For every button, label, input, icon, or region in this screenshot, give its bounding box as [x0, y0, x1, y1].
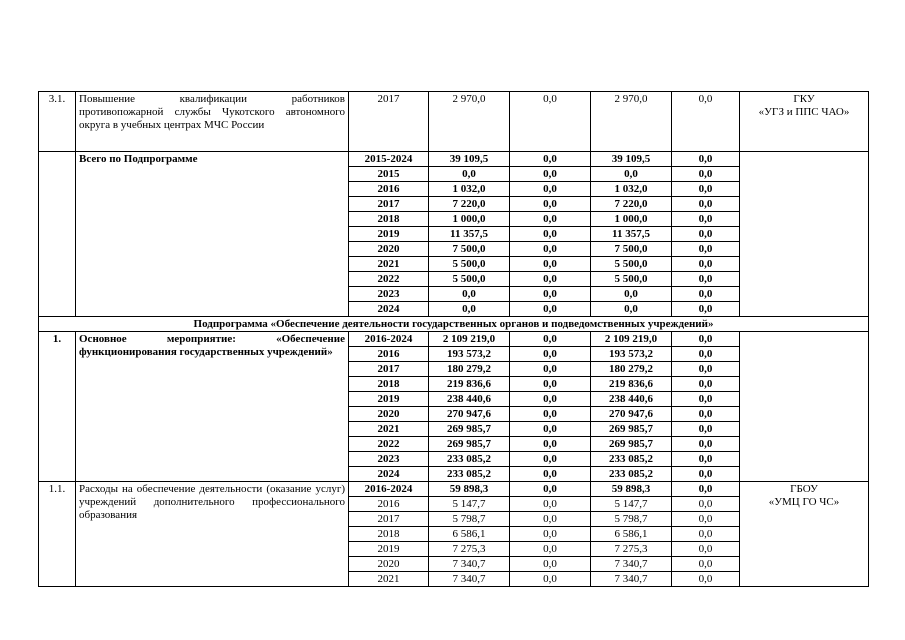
- federal-value-cell: 0,0: [510, 152, 591, 167]
- regional-value-cell: 7 275,3: [591, 542, 672, 557]
- executor-cell: [740, 152, 869, 317]
- total-value-cell: 7 340,7: [429, 572, 510, 587]
- year-cell: 2017: [349, 512, 429, 527]
- other-value-cell: 0,0: [672, 347, 740, 362]
- federal-value-cell: 0,0: [510, 452, 591, 467]
- total-value-cell: 0,0: [429, 287, 510, 302]
- total-value-cell: 39 109,5: [429, 152, 510, 167]
- other-value-cell: 0,0: [672, 572, 740, 587]
- federal-value-cell: 0,0: [510, 257, 591, 272]
- total-value-cell: 5 147,7: [429, 497, 510, 512]
- regional-value-cell: 7 340,7: [591, 557, 672, 572]
- year-cell: 2015: [349, 167, 429, 182]
- year-cell: 2023: [349, 287, 429, 302]
- executor-unit: «УМЦ ГО ЧС»: [768, 496, 840, 508]
- regional-value-cell: 238 440,6: [591, 392, 672, 407]
- year-cell: 2016: [349, 497, 429, 512]
- executor-name: ГКУ: [793, 93, 815, 105]
- total-value-cell: 0,0: [429, 302, 510, 317]
- other-value-cell: 0,0: [672, 197, 740, 212]
- federal-value-cell: 0,0: [510, 527, 591, 542]
- other-value-cell: 0,0: [672, 302, 740, 317]
- year-cell: 2018: [349, 212, 429, 227]
- year-cell: 2016-2024: [349, 482, 429, 497]
- federal-value-cell: 0,0: [510, 182, 591, 197]
- total-value-cell: 6 586,1: [429, 527, 510, 542]
- regional-value-cell: 233 085,2: [591, 467, 672, 482]
- regional-value-cell: 193 573,2: [591, 347, 672, 362]
- other-value-cell: 0,0: [672, 212, 740, 227]
- regional-value-cell: 7 340,7: [591, 572, 672, 587]
- regional-value-cell: 269 985,7: [591, 422, 672, 437]
- other-value-cell: 0,0: [672, 452, 740, 467]
- other-value-cell: 0,0: [672, 407, 740, 422]
- year-cell: 2021: [349, 572, 429, 587]
- federal-value-cell: 0,0: [510, 422, 591, 437]
- federal-value-cell: 0,0: [510, 272, 591, 287]
- other-value-cell: 0,0: [672, 332, 740, 347]
- total-value-cell: 59 898,3: [429, 482, 510, 497]
- regional-value-cell: 7 500,0: [591, 242, 672, 257]
- row-number: 3.1.: [39, 92, 76, 152]
- regional-value-cell: 7 220,0: [591, 197, 672, 212]
- budget-table: [38, 91, 869, 587]
- year-cell: 2019: [349, 542, 429, 557]
- other-value-cell: 0,0: [672, 272, 740, 287]
- federal-value-cell: 0,0: [510, 227, 591, 242]
- federal-value-cell: 0,0: [510, 287, 591, 302]
- regional-value-cell: 11 357,5: [591, 227, 672, 242]
- total-label: Всего по Подпрограмме: [76, 152, 349, 317]
- other-value-cell: 0,0: [672, 437, 740, 452]
- row-number: 1.1.: [39, 482, 76, 587]
- total-value-cell: 233 085,2: [429, 452, 510, 467]
- total-value-cell: 180 279,2: [429, 362, 510, 377]
- measure-description: Повышение квалификации работников противопожарной службы Чукотского автономного округа в учебных центрах МЧС России: [76, 92, 349, 152]
- other-value-cell: 0,0: [672, 542, 740, 557]
- year-cell: 2022: [349, 437, 429, 452]
- year-cell: 2021: [349, 422, 429, 437]
- year-cell: 2016: [349, 182, 429, 197]
- regional-value-cell: 0,0: [591, 302, 672, 317]
- measure-description: Основное мероприятие: «Обеспечение функционирования государственных учреждений»: [76, 332, 349, 482]
- total-value-cell: 233 085,2: [429, 467, 510, 482]
- total-value-cell: 5 500,0: [429, 272, 510, 287]
- federal-value-cell: 0,0: [510, 197, 591, 212]
- year-cell: 2017: [349, 362, 429, 377]
- total-value-cell: 269 985,7: [429, 437, 510, 452]
- other-value-cell: 0,0: [672, 287, 740, 302]
- row-number: 1.: [39, 332, 76, 482]
- other-value-cell: 0,0: [672, 557, 740, 572]
- other-value-cell: 0,0: [672, 497, 740, 512]
- federal-value-cell: 0,0: [510, 332, 591, 347]
- regional-value-cell: 1 032,0: [591, 182, 672, 197]
- year-cell: 2019: [349, 227, 429, 242]
- total-value-cell: 270 947,6: [429, 407, 510, 422]
- regional-value-cell: 270 947,6: [591, 407, 672, 422]
- year-cell: 2021: [349, 257, 429, 272]
- executor-cell: [740, 332, 869, 482]
- year-cell: 2018: [349, 377, 429, 392]
- total-value-cell: 193 573,2: [429, 347, 510, 362]
- federal-value-cell: 0,0: [510, 302, 591, 317]
- total-value-cell: 219 836,6: [429, 377, 510, 392]
- year-cell: 2016: [349, 347, 429, 362]
- other-value-cell: 0,0: [672, 392, 740, 407]
- other-value-cell: 0,0: [672, 152, 740, 167]
- year-cell: 2023: [349, 452, 429, 467]
- year-cell: 2024: [349, 467, 429, 482]
- year-cell: 2017: [349, 92, 429, 152]
- table-row: [39, 482, 869, 497]
- regional-value-cell: 5 798,7: [591, 512, 672, 527]
- total-value-cell: 7 275,3: [429, 542, 510, 557]
- total-value-cell: 2 109 219,0: [429, 332, 510, 347]
- regional-value-cell: 1 000,0: [591, 212, 672, 227]
- federal-value-cell: 0,0: [510, 482, 591, 497]
- other-value-cell: 0,0: [672, 167, 740, 182]
- executor-name: ГБОУ: [790, 483, 818, 495]
- total-value-cell: 1 032,0: [429, 182, 510, 197]
- executor-unit: «УГЗ и ППС ЧАО»: [758, 106, 850, 118]
- total-value-cell: 7 340,7: [429, 557, 510, 572]
- other-value-cell: 0,0: [672, 467, 740, 482]
- total-value-cell: 11 357,5: [429, 227, 510, 242]
- year-cell: 2020: [349, 557, 429, 572]
- other-value-cell: 0,0: [672, 92, 740, 152]
- federal-value-cell: 0,0: [510, 242, 591, 257]
- other-value-cell: 0,0: [672, 512, 740, 527]
- federal-value-cell: 0,0: [510, 92, 591, 152]
- year-cell: 2015-2024: [349, 152, 429, 167]
- federal-value-cell: 0,0: [510, 557, 591, 572]
- other-value-cell: 0,0: [672, 227, 740, 242]
- federal-value-cell: 0,0: [510, 167, 591, 182]
- year-cell: 2022: [349, 272, 429, 287]
- total-value-cell: 2 970,0: [429, 92, 510, 152]
- federal-value-cell: 0,0: [510, 467, 591, 482]
- regional-value-cell: 269 985,7: [591, 437, 672, 452]
- year-cell: 2017: [349, 197, 429, 212]
- federal-value-cell: 0,0: [510, 212, 591, 227]
- year-cell: 2018: [349, 527, 429, 542]
- total-value-cell: 0,0: [429, 167, 510, 182]
- total-value-cell: 5 798,7: [429, 512, 510, 527]
- regional-value-cell: 6 586,1: [591, 527, 672, 542]
- regional-value-cell: 5 500,0: [591, 272, 672, 287]
- federal-value-cell: 0,0: [510, 572, 591, 587]
- executor-cell: [740, 482, 869, 587]
- table-row: [39, 332, 869, 347]
- measure-description: Расходы на обеспечение деятельности (оказание услуг) учреждений дополнительного профессионального образования: [76, 482, 349, 587]
- table-row: [39, 152, 869, 167]
- other-value-cell: 0,0: [672, 242, 740, 257]
- row-number: [39, 152, 76, 317]
- regional-value-cell: 5 500,0: [591, 257, 672, 272]
- regional-value-cell: 5 147,7: [591, 497, 672, 512]
- table-row: [39, 92, 869, 152]
- executor-cell: [740, 92, 869, 152]
- regional-value-cell: 180 279,2: [591, 362, 672, 377]
- federal-value-cell: 0,0: [510, 347, 591, 362]
- year-cell: 2024: [349, 302, 429, 317]
- other-value-cell: 0,0: [672, 482, 740, 497]
- year-cell: 2020: [349, 407, 429, 422]
- other-value-cell: 0,0: [672, 362, 740, 377]
- federal-value-cell: 0,0: [510, 437, 591, 452]
- regional-value-cell: 59 898,3: [591, 482, 672, 497]
- federal-value-cell: 0,0: [510, 392, 591, 407]
- section-title: Подпрограмма «Обеспечение деятельности государственных органов и подведомственных учреждений»: [39, 317, 869, 332]
- total-value-cell: 1 000,0: [429, 212, 510, 227]
- federal-value-cell: 0,0: [510, 362, 591, 377]
- regional-value-cell: 233 085,2: [591, 452, 672, 467]
- regional-value-cell: 39 109,5: [591, 152, 672, 167]
- year-cell: 2016-2024: [349, 332, 429, 347]
- total-value-cell: 238 440,6: [429, 392, 510, 407]
- federal-value-cell: 0,0: [510, 497, 591, 512]
- regional-value-cell: 2 109 219,0: [591, 332, 672, 347]
- total-value-cell: 7 500,0: [429, 242, 510, 257]
- total-value-cell: 5 500,0: [429, 257, 510, 272]
- total-value-cell: 7 220,0: [429, 197, 510, 212]
- total-value-cell: 269 985,7: [429, 422, 510, 437]
- year-cell: 2019: [349, 392, 429, 407]
- year-cell: 2020: [349, 242, 429, 257]
- federal-value-cell: 0,0: [510, 512, 591, 527]
- other-value-cell: 0,0: [672, 257, 740, 272]
- section-row: [39, 317, 869, 332]
- federal-value-cell: 0,0: [510, 377, 591, 392]
- regional-value-cell: 219 836,6: [591, 377, 672, 392]
- other-value-cell: 0,0: [672, 527, 740, 542]
- other-value-cell: 0,0: [672, 422, 740, 437]
- other-value-cell: 0,0: [672, 377, 740, 392]
- federal-value-cell: 0,0: [510, 542, 591, 557]
- regional-value-cell: 0,0: [591, 167, 672, 182]
- table-body: [39, 92, 869, 587]
- federal-value-cell: 0,0: [510, 407, 591, 422]
- other-value-cell: 0,0: [672, 182, 740, 197]
- regional-value-cell: 0,0: [591, 287, 672, 302]
- regional-value-cell: 2 970,0: [591, 92, 672, 152]
